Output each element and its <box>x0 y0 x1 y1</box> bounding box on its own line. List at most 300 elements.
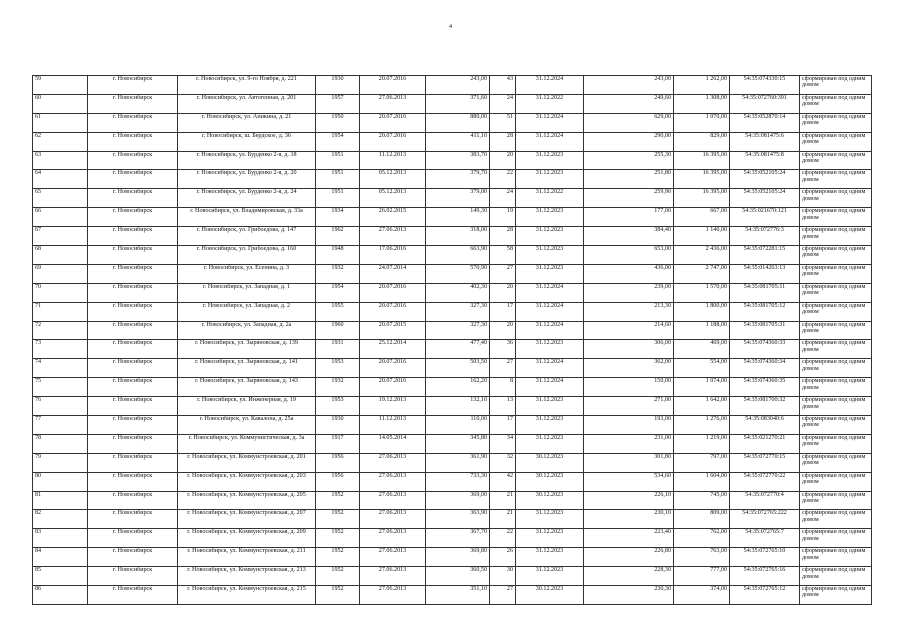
city-cell: г. Новосибирск <box>88 397 178 416</box>
area-cell: 570,90 <box>426 264 490 283</box>
area-2-cell: 213,30 <box>584 302 674 321</box>
status-cell: сформирован под одним домом <box>800 227 872 246</box>
count-cell: 13 <box>490 397 516 416</box>
address-cell: г. Новосибирск, ул. Коммунстроевская, д. 215 <box>178 586 316 605</box>
row-number-cell: 82 <box>33 510 88 529</box>
land-area-cell: 1 262,00 <box>674 76 730 95</box>
area-cell: 351,10 <box>426 586 490 605</box>
address-cell: г. Новосибирск, ул. Западная, д. 2 <box>178 302 316 321</box>
table-body <box>33 76 872 605</box>
table-row <box>33 132 872 151</box>
land-area-cell: 16 395,00 <box>674 170 730 189</box>
count-cell: 20 <box>490 321 516 340</box>
land-area-cell: 1 308,00 <box>674 94 730 113</box>
status-cell: сформирован под одним домом <box>800 416 872 435</box>
count-cell: 17 <box>490 302 516 321</box>
address-cell: г. Новосибирск, ул. Бурденко 2-я, д. 24 <box>178 189 316 208</box>
page-number: 4 <box>449 24 452 30</box>
table-row <box>33 302 872 321</box>
status-cell: сформирован под одним домом <box>800 94 872 113</box>
row-number-cell: 72 <box>33 321 88 340</box>
construction-year-cell: 1931 <box>316 340 360 359</box>
construction-year-cell: 1952 <box>316 567 360 586</box>
area-2-cell: 534,60 <box>584 472 674 491</box>
area-cell: 132,10 <box>426 397 490 416</box>
table-row <box>33 510 872 529</box>
count-cell: 22 <box>490 170 516 189</box>
area-cell: 379,00 <box>426 189 490 208</box>
row-number-cell: 84 <box>33 548 88 567</box>
construction-year-cell: 1955 <box>316 302 360 321</box>
land-area-cell: 16 395,00 <box>674 189 730 208</box>
date-cell: 14.05.2014 <box>360 434 426 453</box>
count-cell: 58 <box>490 246 516 265</box>
deadline-cell: 31.12.2023 <box>516 227 584 246</box>
area-cell: 327,30 <box>426 321 490 340</box>
area-cell: 367,70 <box>426 529 490 548</box>
address-cell: г. Новосибирск, ул. Коммунстроевская, д. 207 <box>178 510 316 529</box>
table-row <box>33 359 872 378</box>
area-cell: 379,70 <box>426 170 490 189</box>
area-2-cell: 653,00 <box>584 246 674 265</box>
status-cell: сформирован под одним домом <box>800 567 872 586</box>
area-2-cell: 177,00 <box>584 208 674 227</box>
date-cell: 20.07.2016 <box>360 76 426 95</box>
area-cell: 162,20 <box>426 378 490 397</box>
date-cell: 27.06.2013 <box>360 472 426 491</box>
city-cell: г. Новосибирск <box>88 132 178 151</box>
status-cell: сформирован под одним домом <box>800 548 872 567</box>
address-cell: г. Новосибирск, ул. Зыряновская, д. 141 <box>178 359 316 378</box>
construction-year-cell: 1930 <box>316 416 360 435</box>
area-2-cell: 251,80 <box>584 170 674 189</box>
area-2-cell: 150,00 <box>584 378 674 397</box>
land-area-cell: 374,00 <box>674 586 730 605</box>
status-cell: сформирован под одним домом <box>800 321 872 340</box>
cadastral-number-cell: 54:35:072770:15 <box>730 453 800 472</box>
cadastral-number-cell: 54:35:072765:222 <box>730 510 800 529</box>
table-row <box>33 416 872 435</box>
construction-year-cell: 1917 <box>316 434 360 453</box>
city-cell: г. Новосибирск <box>88 529 178 548</box>
construction-year-cell: 1957 <box>316 94 360 113</box>
date-cell: 25.12.2014 <box>360 340 426 359</box>
count-cell: 27 <box>490 264 516 283</box>
status-cell: сформирован под одним домом <box>800 302 872 321</box>
land-area-cell: 1 604,00 <box>674 472 730 491</box>
deadline-cell: 31.12.2023 <box>516 264 584 283</box>
cadastral-number-cell: 54:35:052105:24 <box>730 189 800 208</box>
deadline-cell: 31.12.2024 <box>516 378 584 397</box>
address-cell: г. Новосибирск, ул. Кавалона, д. 25а <box>178 416 316 435</box>
table-row <box>33 189 872 208</box>
area-cell: 369,00 <box>426 491 490 510</box>
cadastral-number-cell: 54:35:081705:31 <box>730 321 800 340</box>
deadline-cell: 31.12.2022 <box>516 94 584 113</box>
city-cell: г. Новосибирск <box>88 472 178 491</box>
construction-year-cell: 1953 <box>316 397 360 416</box>
cadastral-number-cell: 54:35:014263:13 <box>730 264 800 283</box>
land-area-cell: 829,00 <box>674 132 730 151</box>
city-cell: г. Новосибирск <box>88 113 178 132</box>
row-number-cell: 85 <box>33 567 88 586</box>
construction-year-cell: 1962 <box>316 227 360 246</box>
city-cell: г. Новосибирск <box>88 548 178 567</box>
deadline-cell: 31.12.2024 <box>516 321 584 340</box>
row-number-cell: 62 <box>33 132 88 151</box>
address-cell: г. Новосибирск, ул. Бурденко 2-я, д. 20 <box>178 170 316 189</box>
address-cell: г. Новосибирск, ул. Есенина, д. 3 <box>178 264 316 283</box>
date-cell: 19.12.2013 <box>360 397 426 416</box>
city-cell: г. Новосибирск <box>88 302 178 321</box>
area-2-cell: 230,30 <box>584 586 674 605</box>
table-row <box>33 264 872 283</box>
cadastral-number-cell: 54:35:072776:3 <box>730 227 800 246</box>
cadastral-number-cell: 54:35:081475:8 <box>730 151 800 170</box>
address-cell: г. Новосибирск, ш. Бердское, д. 36 <box>178 132 316 151</box>
count-cell: 51 <box>490 113 516 132</box>
status-cell: сформирован под одним домом <box>800 491 872 510</box>
date-cell: 27.06.2013 <box>360 586 426 605</box>
date-cell: 27.06.2013 <box>360 94 426 113</box>
count-cell: 17 <box>490 416 516 435</box>
address-cell: г. Новосибирск, ул. Инженерная, д. 19 <box>178 397 316 416</box>
status-cell: сформирован под одним домом <box>800 283 872 302</box>
area-2-cell: 436,00 <box>584 264 674 283</box>
city-cell: г. Новосибирск <box>88 264 178 283</box>
deadline-cell: 31.12.2023 <box>516 151 584 170</box>
city-cell: г. Новосибирск <box>88 359 178 378</box>
land-area-cell: 667,00 <box>674 208 730 227</box>
row-number-cell: 79 <box>33 453 88 472</box>
construction-year-cell: 1960 <box>316 321 360 340</box>
address-cell: г. Новосибирск, ул. Владимировская, д. 33а <box>178 208 316 227</box>
status-cell: сформирован под одним домом <box>800 472 872 491</box>
city-cell: г. Новосибирск <box>88 491 178 510</box>
area-cell: 411,10 <box>426 132 490 151</box>
address-cell: г. Новосибирск, ул. Коммунстроевская, д. 201 <box>178 453 316 472</box>
area-2-cell: 249,60 <box>584 94 674 113</box>
date-cell: 11.12.2013 <box>360 416 426 435</box>
city-cell: г. Новосибирск <box>88 434 178 453</box>
count-cell: 27 <box>490 359 516 378</box>
area-cell: 663,90 <box>426 246 490 265</box>
date-cell: 17.06.2016 <box>360 246 426 265</box>
area-2-cell: 259,90 <box>584 189 674 208</box>
deadline-cell: 31.12.2023 <box>516 340 584 359</box>
date-cell: 24.07.2014 <box>360 264 426 283</box>
address-cell: г. Новосибирск, ул. Западная, д. 1 <box>178 283 316 302</box>
status-cell: сформирован под одним домом <box>800 340 872 359</box>
status-cell: сформирован под одним домом <box>800 189 872 208</box>
construction-year-cell: 1930 <box>316 76 360 95</box>
deadline-cell: 31.12.2023 <box>516 170 584 189</box>
city-cell: г. Новосибирск <box>88 246 178 265</box>
count-cell: 21 <box>490 491 516 510</box>
address-cell: г. Новосибирск, ул. Бурденко 2-я, д. 18 <box>178 151 316 170</box>
area-cell: 733,30 <box>426 472 490 491</box>
deadline-cell: 30.12.2023 <box>516 586 584 605</box>
status-cell: сформирован под одним домом <box>800 453 872 472</box>
row-number-cell: 61 <box>33 113 88 132</box>
city-cell: г. Новосибирск <box>88 340 178 359</box>
cadastral-number-cell: 54:35:072765:16 <box>730 567 800 586</box>
row-number-cell: 73 <box>33 340 88 359</box>
deadline-cell: 31.12.2023 <box>516 208 584 227</box>
city-cell: г. Новосибирск <box>88 453 178 472</box>
land-area-cell: 797,00 <box>674 453 730 472</box>
construction-year-cell: 1952 <box>316 529 360 548</box>
row-number-cell: 80 <box>33 472 88 491</box>
cadastral-number-cell: 54:35:021670:121 <box>730 208 800 227</box>
address-cell: г. Новосибирск, ул. Грибоедова, д. 147 <box>178 227 316 246</box>
date-cell: 27.06.2013 <box>360 491 426 510</box>
land-area-cell: 469,00 <box>674 340 730 359</box>
city-cell: г. Новосибирск <box>88 151 178 170</box>
cadastral-number-cell: 54:35:074360:34 <box>730 359 800 378</box>
area-2-cell: 301,80 <box>584 453 674 472</box>
area-cell: 345,80 <box>426 434 490 453</box>
cadastral-number-cell: 54:35:072281:15 <box>730 246 800 265</box>
construction-year-cell: 1951 <box>316 189 360 208</box>
status-cell: сформирован под одним домом <box>800 208 872 227</box>
row-number-cell: 69 <box>33 264 88 283</box>
row-number-cell: 63 <box>33 151 88 170</box>
address-cell: г. Новосибирск, ул. Аникина, д. 21 <box>178 113 316 132</box>
count-cell: 26 <box>490 548 516 567</box>
deadline-cell: 31.12.2023 <box>516 529 584 548</box>
cadastral-number-cell: 54:35:072765:10 <box>730 548 800 567</box>
city-cell: г. Новосибирск <box>88 416 178 435</box>
row-number-cell: 78 <box>33 434 88 453</box>
deadline-cell: 30.12.2023 <box>516 472 584 491</box>
row-number-cell: 77 <box>33 416 88 435</box>
date-cell: 05.12.2013 <box>360 189 426 208</box>
table-row <box>33 208 872 227</box>
deadline-cell: 31.12.2023 <box>516 548 584 567</box>
deadline-cell: 30.12.2023 <box>516 491 584 510</box>
land-area-cell: 1 800,00 <box>674 302 730 321</box>
cadastral-number-cell: 54:35:052870:14 <box>730 113 800 132</box>
table-row <box>33 378 872 397</box>
table-row <box>33 340 872 359</box>
cadastral-number-cell: 54:35:072770:4 <box>730 491 800 510</box>
table-row <box>33 321 872 340</box>
date-cell: 26.02.2015 <box>360 208 426 227</box>
count-cell: 42 <box>490 472 516 491</box>
status-cell: сформирован под одним домом <box>800 246 872 265</box>
area-2-cell: 239,00 <box>584 283 674 302</box>
area-cell: 318,00 <box>426 227 490 246</box>
count-cell: 20 <box>490 151 516 170</box>
area-2-cell: 214,60 <box>584 321 674 340</box>
construction-year-cell: 1950 <box>316 113 360 132</box>
construction-year-cell: 1956 <box>316 472 360 491</box>
city-cell: г. Новосибирск <box>88 208 178 227</box>
construction-year-cell: 1951 <box>316 151 360 170</box>
deadline-cell: 31.12.2023 <box>516 510 584 529</box>
table-row <box>33 453 872 472</box>
deadline-cell: 31.12.2024 <box>516 76 584 95</box>
row-number-cell: 67 <box>33 227 88 246</box>
area-cell: 369,80 <box>426 548 490 567</box>
cadastral-number-cell: 54:35:081705:12 <box>730 302 800 321</box>
area-2-cell: 306,00 <box>584 340 674 359</box>
land-area-cell: 777,00 <box>674 567 730 586</box>
table-row <box>33 283 872 302</box>
city-cell: г. Новосибирск <box>88 586 178 605</box>
construction-year-cell: 1932 <box>316 264 360 283</box>
address-cell: г. Новосибирск, ул. Автогенная, д. 201 <box>178 94 316 113</box>
deadline-cell: 31.12.2023 <box>516 416 584 435</box>
date-cell: 20.07.2015 <box>360 321 426 340</box>
row-number-cell: 65 <box>33 189 88 208</box>
land-area-cell: 1 570,00 <box>674 283 730 302</box>
status-cell: сформирован под одним домом <box>800 378 872 397</box>
land-area-cell: 1 219,00 <box>674 434 730 453</box>
area-2-cell: 255,30 <box>584 151 674 170</box>
count-cell: 34 <box>490 434 516 453</box>
address-cell: г. Новосибирск, ул. Коммунстроевская, д. 203 <box>178 472 316 491</box>
count-cell: 8 <box>490 378 516 397</box>
deadline-cell: 31.12.2023 <box>516 434 584 453</box>
deadline-cell: 31.12.2024 <box>516 359 584 378</box>
date-cell: 05.12.2013 <box>360 170 426 189</box>
count-cell: 36 <box>490 340 516 359</box>
area-cell: 371,60 <box>426 94 490 113</box>
count-cell: 22 <box>490 529 516 548</box>
deadline-cell: 31.12.2024 <box>516 283 584 302</box>
cadastral-number-cell: 54:35:072770:22 <box>730 472 800 491</box>
table-row <box>33 170 872 189</box>
housing-register-table <box>32 75 872 605</box>
row-number-cell: 60 <box>33 94 88 113</box>
table-row <box>33 434 872 453</box>
date-cell: 27.06.2013 <box>360 510 426 529</box>
construction-year-cell: 1954 <box>316 132 360 151</box>
land-area-cell: 762,00 <box>674 529 730 548</box>
row-number-cell: 64 <box>33 170 88 189</box>
area-2-cell: 384,40 <box>584 227 674 246</box>
area-cell: 327,30 <box>426 302 490 321</box>
land-area-cell: 1 188,00 <box>674 321 730 340</box>
address-cell: г. Новосибирск, ул. Коммунстроевская, д. 209 <box>178 529 316 548</box>
land-area-cell: 745,00 <box>674 491 730 510</box>
cadastral-number-cell: 54:35:072765:12 <box>730 586 800 605</box>
land-area-cell: 1 074,00 <box>674 378 730 397</box>
address-cell: г. Новосибирск, ул. Коммунстроевская, д. 213 <box>178 567 316 586</box>
area-2-cell: 230,10 <box>584 510 674 529</box>
deadline-cell: 31.12.2024 <box>516 132 584 151</box>
deadline-cell: 31.12.2024 <box>516 113 584 132</box>
row-number-cell: 86 <box>33 586 88 605</box>
area-cell: 243,00 <box>426 76 490 95</box>
row-number-cell: 71 <box>33 302 88 321</box>
city-cell: г. Новосибирск <box>88 567 178 586</box>
table-row <box>33 491 872 510</box>
cadastral-number-cell: 54:35:081705:11 <box>730 283 800 302</box>
construction-year-cell: 1956 <box>316 453 360 472</box>
status-cell: сформирован под одним домом <box>800 76 872 95</box>
table-row <box>33 113 872 132</box>
address-cell: г. Новосибирск, ул. Грибоедова, д. 160 <box>178 246 316 265</box>
row-number-cell: 59 <box>33 76 88 95</box>
count-cell: 20 <box>490 283 516 302</box>
status-cell: сформирован под одним домом <box>800 434 872 453</box>
area-2-cell: 243,00 <box>584 76 674 95</box>
city-cell: г. Новосибирск <box>88 94 178 113</box>
count-cell: 19 <box>490 208 516 227</box>
land-area-cell: 2 436,00 <box>674 246 730 265</box>
row-number-cell: 83 <box>33 529 88 548</box>
land-area-cell: 1 070,00 <box>674 113 730 132</box>
area-cell: 363,90 <box>426 510 490 529</box>
land-area-cell: 1 276,00 <box>674 416 730 435</box>
status-cell: сформирован под одним домом <box>800 510 872 529</box>
table-row <box>33 529 872 548</box>
status-cell: сформирован под одним домом <box>800 113 872 132</box>
address-cell: г. Новосибирск, ул. Зыряновская, д. 139 <box>178 340 316 359</box>
address-cell: г. Новосибирск, ул. Западная, д. 2а <box>178 321 316 340</box>
construction-year-cell: 1954 <box>316 283 360 302</box>
status-cell: сформирован под одним домом <box>800 132 872 151</box>
city-cell: г. Новосибирск <box>88 227 178 246</box>
status-cell: сформирован под одним домом <box>800 359 872 378</box>
area-2-cell: 271,00 <box>584 397 674 416</box>
city-cell: г. Новосибирск <box>88 170 178 189</box>
area-cell: 383,70 <box>426 151 490 170</box>
city-cell: г. Новосибирск <box>88 378 178 397</box>
table-row <box>33 586 872 605</box>
date-cell: 27.06.2013 <box>360 227 426 246</box>
deadline-cell: 31.12.2023 <box>516 397 584 416</box>
area-cell: 880,00 <box>426 113 490 132</box>
city-cell: г. Новосибирск <box>88 321 178 340</box>
status-cell: сформирован под одним домом <box>800 397 872 416</box>
date-cell: 27.06.2013 <box>360 548 426 567</box>
deadline-cell: 31.12.2024 <box>516 302 584 321</box>
area-2-cell: 362,00 <box>584 359 674 378</box>
date-cell: 20.07.2016 <box>360 378 426 397</box>
date-cell: 20.07.2016 <box>360 359 426 378</box>
table-row <box>33 94 872 113</box>
address-cell: г. Новосибирск, ул. Коммунистическая, д. 3а <box>178 434 316 453</box>
address-cell: г. Новосибирск, ул. 9-го Ноября, д. 221 <box>178 76 316 95</box>
area-cell: 503,50 <box>426 359 490 378</box>
area-2-cell: 290,00 <box>584 132 674 151</box>
date-cell: 20.07.2016 <box>360 113 426 132</box>
table-row <box>33 246 872 265</box>
area-2-cell: 223,40 <box>584 529 674 548</box>
area-2-cell: 193,00 <box>584 416 674 435</box>
cadastral-number-cell: 54:35:021270:21 <box>730 434 800 453</box>
city-cell: г. Новосибирск <box>88 283 178 302</box>
count-cell: 43 <box>490 76 516 95</box>
area-cell: 477,40 <box>426 340 490 359</box>
table-row <box>33 397 872 416</box>
cadastral-number-cell: 54:35:052105:24 <box>730 170 800 189</box>
row-number-cell: 68 <box>33 246 88 265</box>
count-cell: 32 <box>490 453 516 472</box>
date-cell: 27.06.2013 <box>360 567 426 586</box>
deadline-cell: 31.12.2023 <box>516 567 584 586</box>
status-cell: сформирован под одним домом <box>800 170 872 189</box>
date-cell: 11.12.2013 <box>360 151 426 170</box>
row-number-cell: 70 <box>33 283 88 302</box>
deadline-cell: 30.12.2023 <box>516 453 584 472</box>
area-2-cell: 226,80 <box>584 548 674 567</box>
status-cell: сформирован под одним домом <box>800 529 872 548</box>
